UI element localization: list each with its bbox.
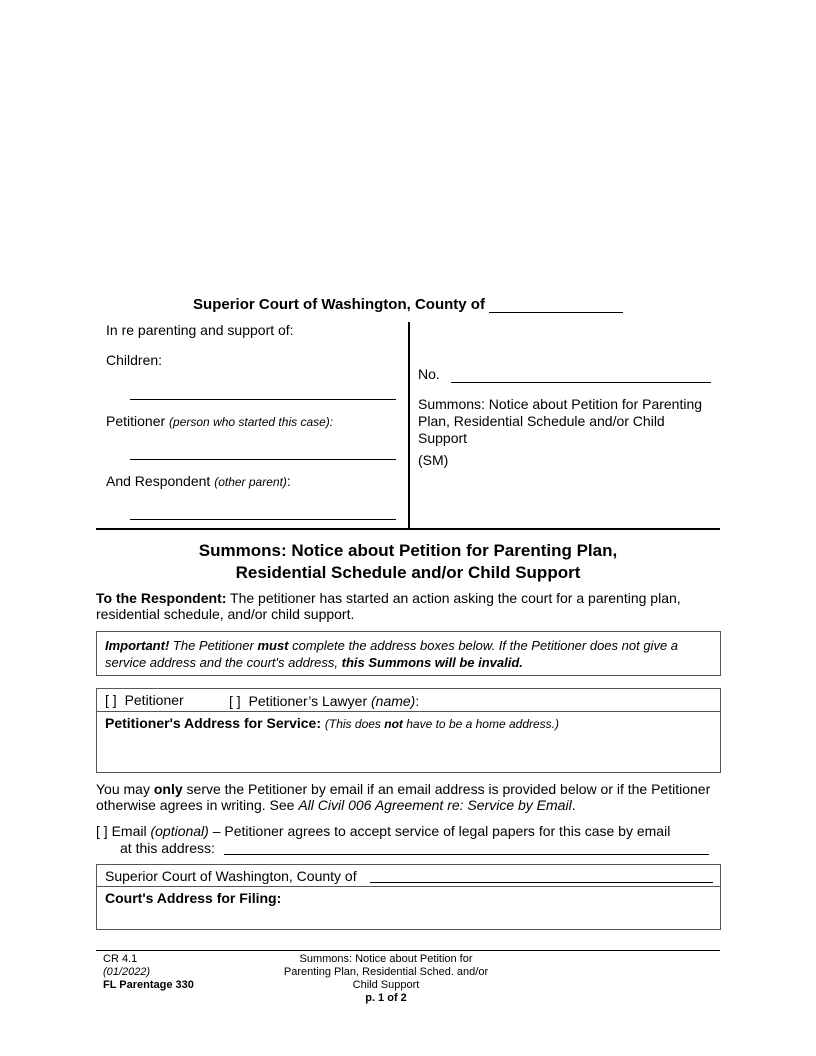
caption-divider bbox=[408, 322, 410, 528]
intro-paragraph bbox=[96, 590, 720, 622]
respondent-name-line[interactable] bbox=[130, 519, 396, 520]
court-box-divider bbox=[97, 886, 720, 887]
petitioner-label-row bbox=[106, 413, 333, 429]
petitioner-label: Petitioner bbox=[106, 413, 166, 429]
email-dash: – bbox=[208, 823, 225, 839]
footer-date: (01/2022) bbox=[103, 966, 151, 978]
county-blank[interactable] bbox=[489, 298, 623, 313]
important-must: must bbox=[257, 638, 289, 653]
petitioner-address-box bbox=[96, 688, 721, 773]
petitioner-checkbox[interactable]: [ ] bbox=[105, 692, 117, 708]
petitioner-note: (person who started this case): bbox=[169, 415, 334, 429]
email-text: Petitioner agrees to accept service of legal papers for this case by email bbox=[224, 823, 671, 839]
note-part-1: (This does bbox=[324, 717, 385, 731]
email-para-ref: All Civil 006 Agreement re: Service by Email bbox=[298, 797, 572, 813]
petitioner-name-line[interactable] bbox=[130, 459, 396, 460]
email-option bbox=[96, 823, 720, 839]
service-address-note bbox=[325, 717, 559, 731]
children-label: Children: bbox=[106, 352, 163, 368]
court-title-text: Superior Court of Washington, County of bbox=[193, 296, 485, 313]
court-address-row bbox=[105, 890, 281, 906]
email-para-t2: serve the Petitioner by email if an email address is provided below or if the Petitioner otherwise agrees in writing. See bbox=[96, 781, 711, 813]
respondent-label: And Respondent bbox=[106, 473, 211, 489]
court-address-label: Court's Address for Filing: bbox=[105, 890, 282, 906]
email-para-only: only bbox=[153, 781, 183, 797]
email-address-label: at this address: bbox=[120, 840, 215, 856]
footer-form-number: FL Parentage 330 bbox=[103, 979, 194, 991]
court-county-row bbox=[105, 868, 357, 884]
important-text bbox=[105, 637, 712, 671]
document-title: Summons: Notice about Petition for Parenting Plan, Residential Schedule and/or Child Support bbox=[418, 396, 703, 446]
email-para-t1: You may bbox=[96, 781, 154, 797]
court-county-text: Superior Court of Washington, County of bbox=[105, 868, 357, 884]
form-heading bbox=[96, 540, 720, 584]
caption-bottom-rule bbox=[96, 528, 720, 530]
intro-text: The petitioner has started an action asking the court for a parenting plan, residential schedule, and/or child support. bbox=[96, 590, 681, 622]
note-not: not bbox=[384, 717, 403, 731]
petitioner-option-label: Petitioner bbox=[124, 692, 184, 708]
heading-line-1: Summons: Notice about Petition for Parenting Plan, bbox=[198, 541, 618, 560]
note-part-2: have to be a home address.) bbox=[402, 717, 559, 731]
lawyer-name-colon: : bbox=[415, 693, 420, 709]
respondent-note: (other parent) bbox=[214, 475, 287, 489]
lawyer-name-note: (name) bbox=[371, 693, 416, 709]
to-respondent-label: To the Respondent: bbox=[96, 590, 227, 606]
important-label: Important! bbox=[105, 638, 170, 653]
service-address-label: Petitioner's Address for Service: bbox=[105, 715, 321, 731]
lawyer-option-label: Petitioner’s Lawyer bbox=[248, 693, 368, 709]
case-caption bbox=[96, 322, 720, 530]
document-code: (SM) bbox=[418, 452, 449, 468]
footer-title-line-3: Child Support bbox=[352, 979, 420, 991]
case-number-line[interactable] bbox=[451, 382, 711, 383]
email-paragraph bbox=[96, 781, 720, 813]
petitioner-option[interactable] bbox=[105, 692, 184, 708]
important-t1: The Petitioner bbox=[169, 638, 258, 653]
court-title bbox=[0, 296, 816, 313]
petitioner-box-divider bbox=[97, 711, 720, 712]
lawyer-option[interactable] bbox=[229, 693, 419, 709]
email-address-line[interactable] bbox=[224, 854, 709, 855]
respondent-label-row bbox=[106, 473, 291, 489]
footer-title-line-1: Summons: Notice about Petition for bbox=[299, 953, 473, 965]
email-optional: (optional) bbox=[150, 823, 209, 839]
email-para-t3: . bbox=[571, 797, 576, 813]
important-notice-box bbox=[96, 631, 721, 676]
court-address-box bbox=[96, 864, 721, 930]
important-t2: complete the address boxes below. If the Petitioner does not give a service address and the court's address, bbox=[105, 638, 679, 670]
in-re-label: In re parenting and support of: bbox=[106, 322, 294, 338]
heading-line-2: Residential Schedule and/or Child Support bbox=[235, 563, 581, 582]
respondent-colon: : bbox=[286, 473, 291, 489]
service-address-row bbox=[105, 715, 559, 732]
footer-rule bbox=[96, 950, 720, 951]
lawyer-checkbox[interactable]: [ ] bbox=[229, 693, 241, 709]
footer-center bbox=[256, 953, 516, 1005]
footer-left bbox=[103, 953, 194, 992]
email-checkbox[interactable]: [ ] bbox=[96, 823, 108, 839]
email-label: Email bbox=[111, 823, 147, 839]
case-number-label: No. bbox=[418, 366, 440, 382]
footer-rule-number: CR 4.1 bbox=[103, 953, 138, 965]
important-invalid: this Summons will be invalid. bbox=[341, 655, 523, 670]
children-name-line[interactable] bbox=[130, 399, 396, 400]
court-county-line[interactable] bbox=[370, 882, 713, 883]
footer-page-number: p. 1 of 2 bbox=[365, 992, 407, 1004]
footer-title-line-2: Parenting Plan, Residential Sched. and/or bbox=[283, 966, 489, 978]
